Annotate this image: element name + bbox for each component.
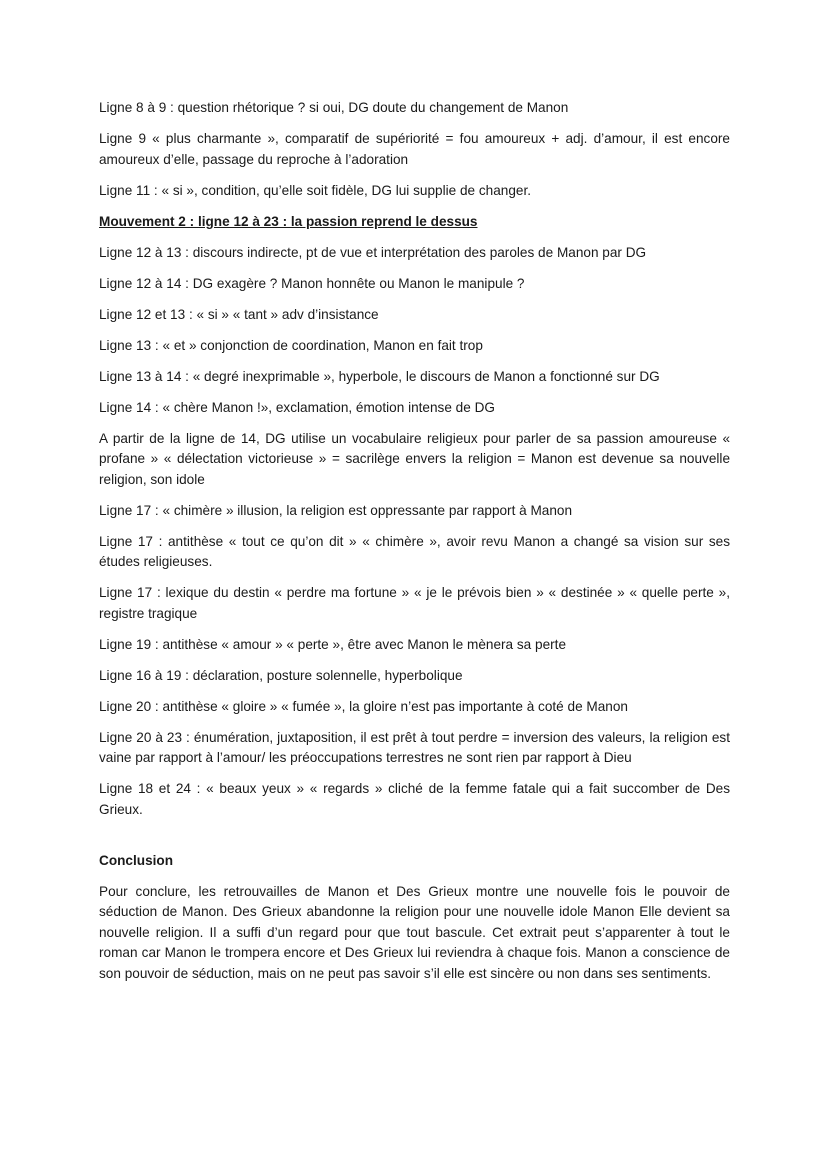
analysis-line: Ligne 20 : antithèse « gloire » « fumée », la gloire n’est pas importante à coté de Manon	[99, 698, 628, 714]
analysis-line: Ligne 13 : « et » conjonction de coordination, Manon en fait trop	[99, 337, 483, 353]
analysis-line: Ligne 8 à 9 : question rhétorique ? si oui, DG doute du changement de Manon	[99, 100, 569, 115]
analysis-line: Ligne 18 et 24 : « beaux yeux » « regards » cliché de la femme fatale qui a fait succomber de Des Grieux.	[99, 781, 730, 817]
analysis-line: Ligne 12 et 13 : « si » « tant » adv d’insistance	[99, 306, 379, 322]
analysis-line: Ligne 12 à 13 : discours indirecte, pt de vue et interprétation des paroles de Manon par DG	[99, 244, 647, 260]
analysis-line: Ligne 20 à 23 : énumération, juxtaposition, il est prêt à tout perdre = inversion des valeurs, la religion est vaine par rapport à l’amour/ les préoccupations terrestres ne sont rien par rapport à Dieu	[99, 729, 730, 765]
conclusion-paragraph: Pour conclure, les retrouvailles de Manon et Des Grieux montre une nouvelle fois le pouvoir de séduction de Manon. Des Grieux abandonne la religion pour une nouvelle idole Manon Elle devient sa nouvelle religion. Il a suffi d’un regard pour que tout bascule. Cet extrait peut s’apparenter à tout le roman car Manon le trompera encore et Des Grieux lui reviendra à chaque fois. Manon a conscience de son pouvoir de séduction, mais on ne peut pas savoir s’il elle est sincère ou non dans ses sentiments.	[99, 883, 730, 981]
analysis-line: Ligne 14 : « chère Manon !», exclamation, émotion intense de DG	[99, 399, 495, 415]
section-heading: Mouvement 2 : ligne 12 à 23 : la passion reprend le dessus	[99, 213, 478, 229]
analysis-line: Ligne 17 : antithèse « tout ce qu’on dit » « chimère », avoir revu Manon a changé sa vision sur ses études religieuses.	[99, 533, 730, 569]
analysis-line: Ligne 9 « plus charmante », comparatif de supériorité = fou amoureux + adj. d’amour, il est encore amoureux d’elle, passage du reproche à l’adoration	[99, 131, 730, 167]
analysis-line: Ligne 16 à 19 : déclaration, posture solennelle, hyperbolique	[99, 667, 463, 683]
analysis-line: Ligne 13 à 14 : « degré inexprimable », hyperbole, le discours de Manon a fonctionné sur DG	[99, 368, 660, 384]
conclusion-title: Conclusion	[99, 853, 174, 868]
analysis-line: Ligne 11 : « si », condition, qu’elle soit fidèle, DG lui supplie de changer.	[99, 182, 531, 198]
analysis-line: Ligne 19 : antithèse « amour » « perte », être avec Manon le mènera sa perte	[99, 636, 567, 652]
analysis-line: Ligne 17 : lexique du destin « perdre ma fortune » « je le prévois bien » « destinée » « quelle perte », registre tragique	[99, 585, 730, 621]
analysis-line: A partir de la ligne de 14, DG utilise un vocabulaire religieux pour parler de sa passion amoureuse « profane » « délectation victorieuse » = sacrilège envers la religion = Manon est devenue sa nouvelle religion, son idole	[99, 430, 730, 487]
analysis-line: Ligne 12 à 14 : DG exagère ? Manon honnête ou Manon le manipule ?	[99, 275, 525, 291]
analysis-line: Ligne 17 : « chimère » illusion, la religion est oppressante par rapport à Manon	[99, 502, 573, 518]
